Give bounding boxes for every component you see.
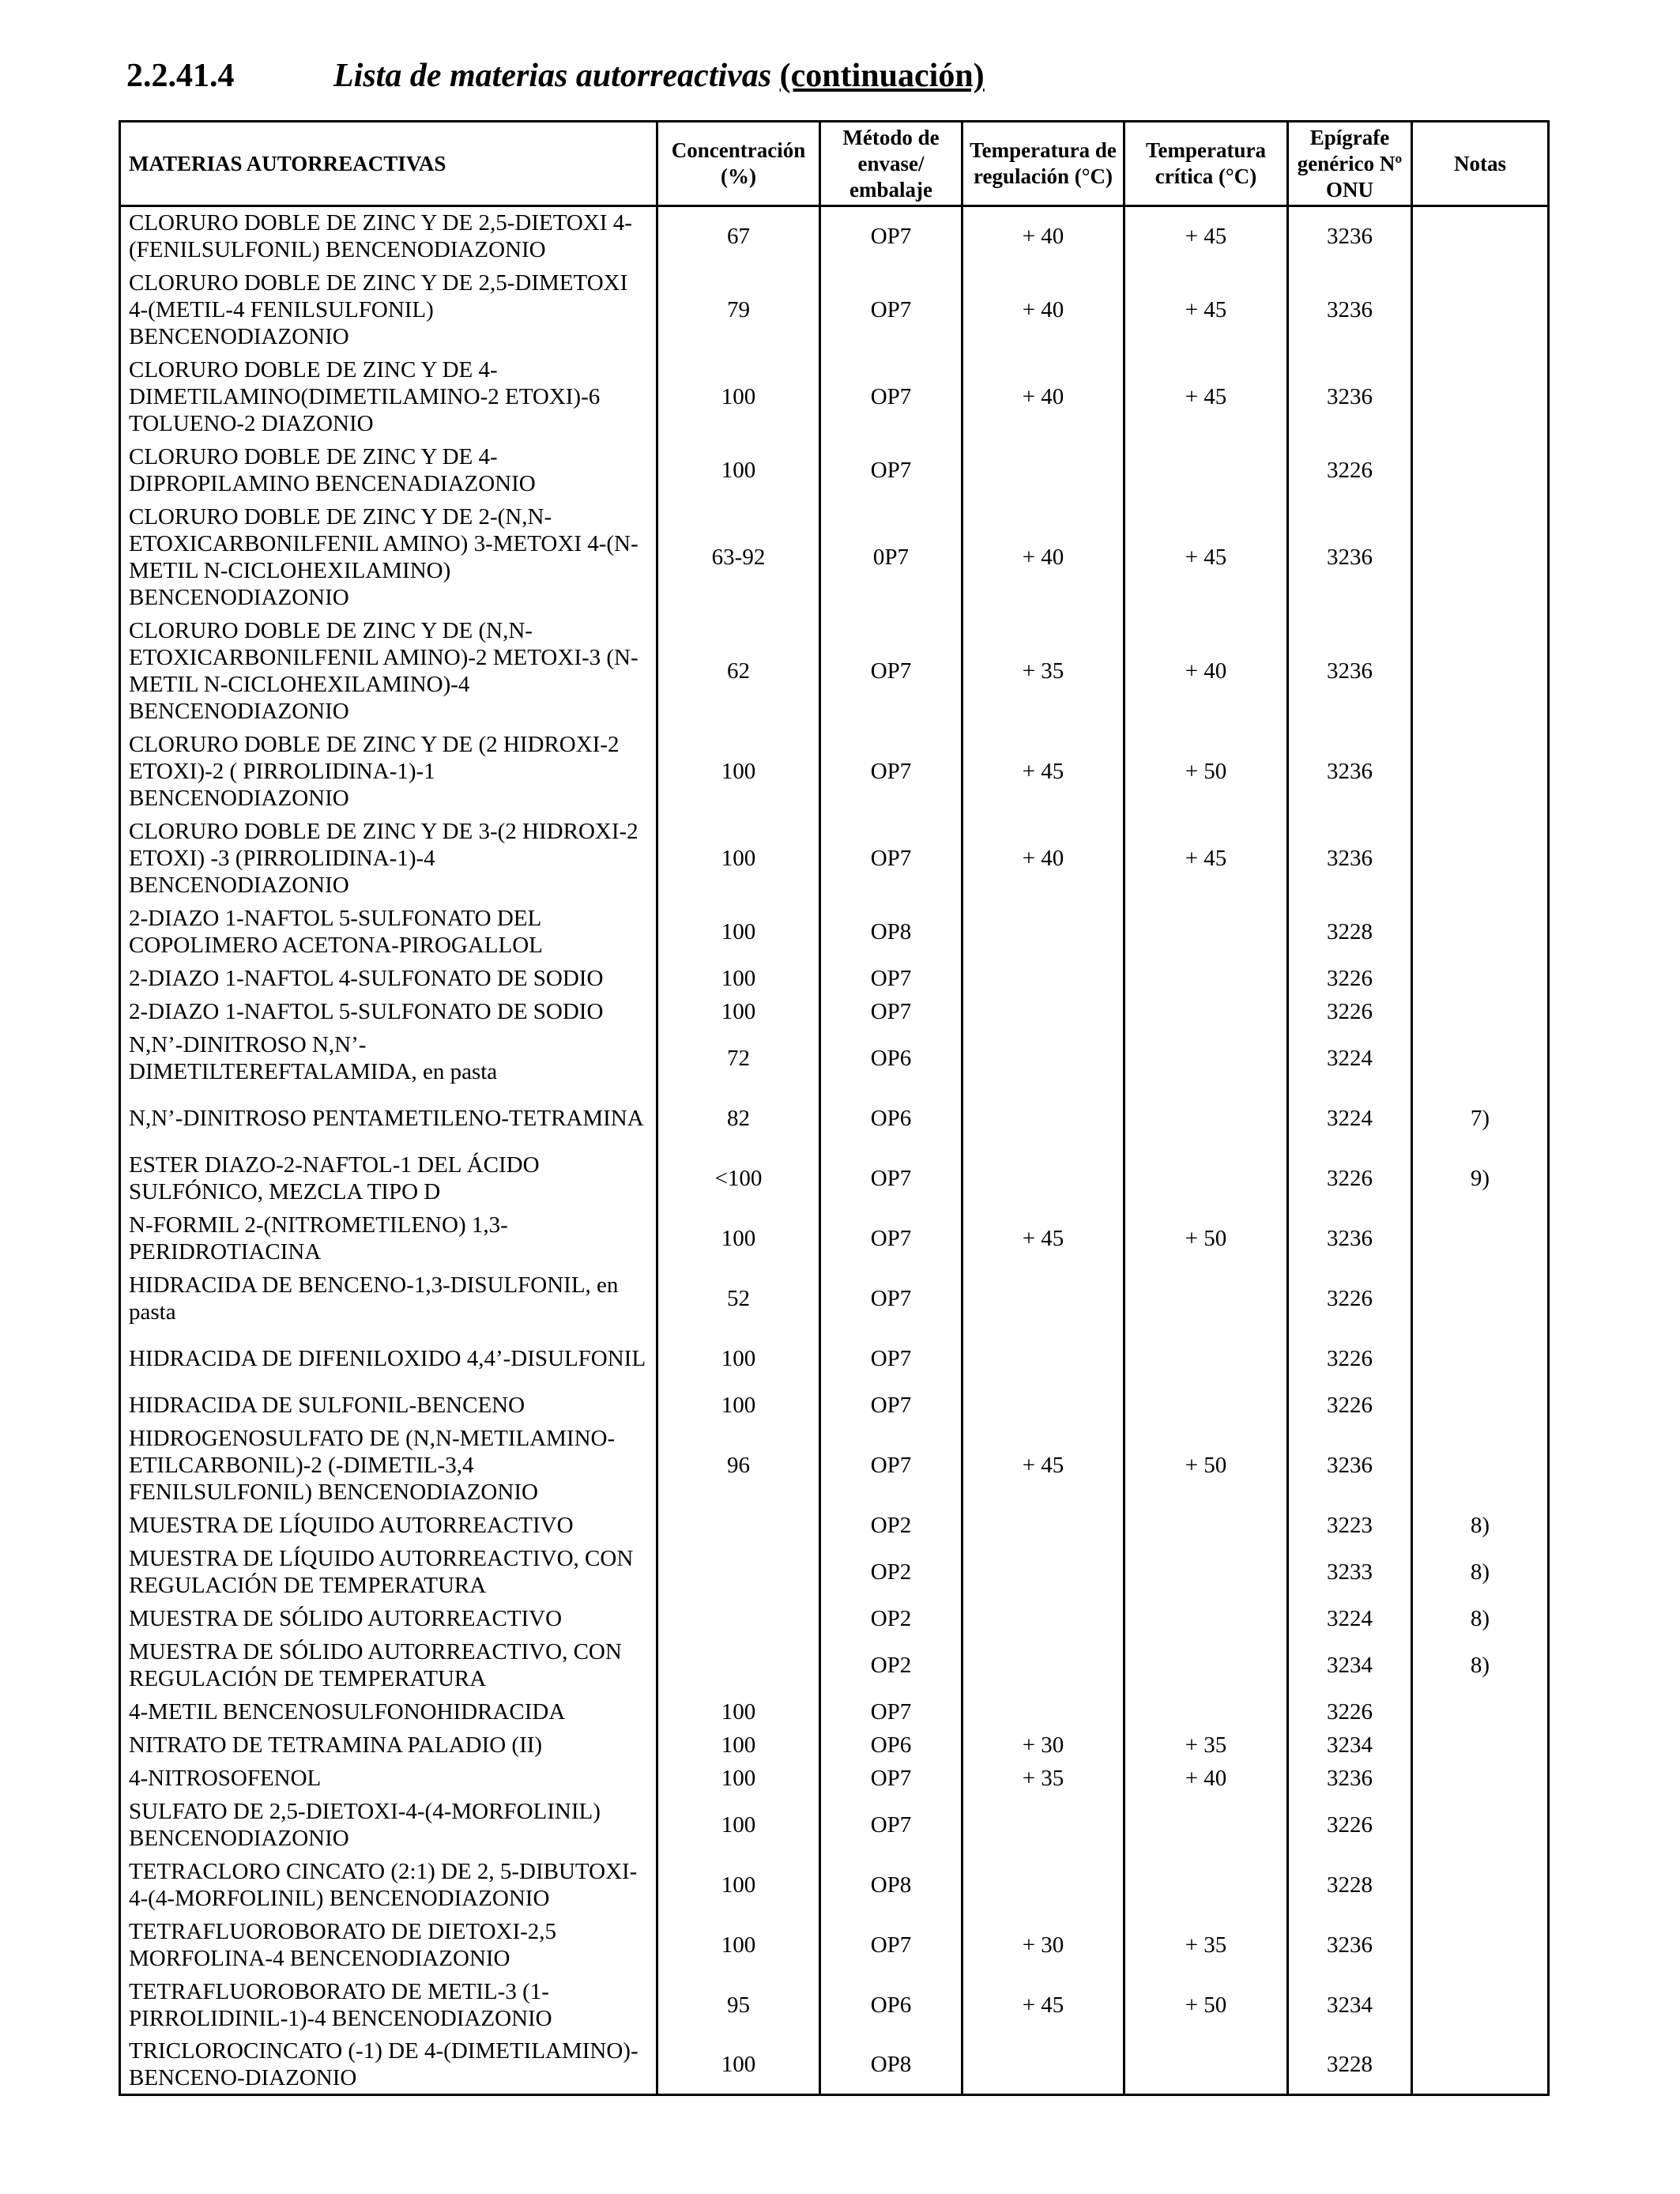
cell-un-number: 3223: [1288, 1509, 1412, 1542]
cell-un-number: 3226: [1288, 1795, 1412, 1855]
header-notes: Notas: [1412, 122, 1549, 206]
cell-name: N,N’-DINITROSO N,N’-DIMETILTEREFTALAMIDA, en pasta: [120, 1028, 657, 1088]
cell-method: OP7: [820, 1795, 962, 1855]
cell-un-number: 3236: [1288, 1208, 1412, 1269]
cell-name: N-FORMIL 2-(NITROMETILENO) 1,3-PERIDROTIACINA: [120, 1208, 657, 1269]
table-row: [120, 902, 1549, 962]
table-row: [120, 1975, 1549, 2035]
cell-concentration: 100: [657, 440, 820, 500]
cell-un-number: 3226: [1288, 1269, 1412, 1329]
cell-critical-temp: [1124, 1695, 1288, 1728]
cell-method: OP7: [820, 1148, 962, 1208]
cell-notes: [1412, 266, 1549, 353]
header-method: Método de envase/ embalaje: [820, 122, 962, 206]
cell-control-temp: [962, 1088, 1124, 1148]
cell-critical-temp: + 45: [1124, 206, 1288, 266]
cell-name: CLORURO DOBLE DE ZINC Y DE 3-(2 HIDROXI-2 ETOXI) -3 (PIRROLIDINA-1)-4 BENCENODIAZONIO: [120, 815, 657, 902]
cell-critical-temp: [1124, 1855, 1288, 1915]
cell-un-number: 3226: [1288, 1695, 1412, 1728]
cell-concentration: 100: [657, 1915, 820, 1975]
table-body: [120, 206, 1549, 2095]
table-row: [120, 728, 1549, 815]
cell-notes: [1412, 902, 1549, 962]
table-row: [120, 206, 1549, 266]
cell-concentration: 100: [657, 728, 820, 815]
cell-concentration: 72: [657, 1028, 820, 1088]
cell-name: 2-DIAZO 1-NAFTOL 4-SULFONATO DE SODIO: [120, 962, 657, 995]
cell-critical-temp: [1124, 902, 1288, 962]
cell-critical-temp: + 45: [1124, 266, 1288, 353]
cell-concentration: [657, 1635, 820, 1695]
table-row: [120, 2035, 1549, 2095]
cell-notes: [1412, 1728, 1549, 1762]
table-row: [120, 995, 1549, 1028]
cell-notes: [1412, 1269, 1549, 1329]
table-row: [120, 1915, 1549, 1975]
cell-critical-temp: [1124, 995, 1288, 1028]
cell-name: 4-METIL BENCENOSULFONOHIDRACIDA: [120, 1695, 657, 1728]
cell-name: TRICLOROCINCATO (-1) DE 4-(DIMETILAMINO)-BENCENO-DIAZONIO: [120, 2035, 657, 2095]
cell-critical-temp: + 40: [1124, 614, 1288, 728]
cell-name: HIDRACIDA DE DIFENILOXIDO 4,4’-DISULFONIL: [120, 1329, 657, 1389]
cell-critical-temp: + 50: [1124, 728, 1288, 815]
cell-un-number: 3236: [1288, 500, 1412, 614]
cell-notes: 8): [1412, 1602, 1549, 1635]
cell-concentration: 52: [657, 1269, 820, 1329]
cell-notes: [1412, 1208, 1549, 1269]
cell-un-number: 3226: [1288, 1389, 1412, 1422]
cell-method: OP7: [820, 353, 962, 440]
table-row: [120, 1088, 1549, 1148]
cell-method: OP8: [820, 1855, 962, 1915]
cell-un-number: 3228: [1288, 2035, 1412, 2095]
table-row: [120, 1762, 1549, 1795]
cell-concentration: 100: [657, 1695, 820, 1728]
cell-name: MUESTRA DE SÓLIDO AUTORREACTIVO, CON REGULACIÓN DE TEMPERATURA: [120, 1635, 657, 1695]
cell-concentration: 79: [657, 266, 820, 353]
table-row: [120, 815, 1549, 902]
cell-critical-temp: [1124, 1635, 1288, 1695]
cell-name: 2-DIAZO 1-NAFTOL 5-SULFONATO DEL COPOLIMERO ACETONA-PIROGALLOL: [120, 902, 657, 962]
cell-critical-temp: + 50: [1124, 1208, 1288, 1269]
cell-control-temp: + 35: [962, 614, 1124, 728]
cell-un-number: 3228: [1288, 1855, 1412, 1915]
cell-control-temp: + 40: [962, 206, 1124, 266]
cell-name: TETRAFLUOROBORATO DE DIETOXI-2,5 MORFOLINA-4 BENCENODIAZONIO: [120, 1915, 657, 1975]
cell-critical-temp: + 45: [1124, 500, 1288, 614]
cell-un-number: 3236: [1288, 728, 1412, 815]
cell-method: OP6: [820, 1728, 962, 1762]
cell-un-number: 3236: [1288, 266, 1412, 353]
cell-un-number: 3226: [1288, 995, 1412, 1028]
cell-notes: 9): [1412, 1148, 1549, 1208]
cell-name: NITRATO DE TETRAMINA PALADIO (II): [120, 1728, 657, 1762]
cell-un-number: 3226: [1288, 1148, 1412, 1208]
cell-notes: [1412, 1329, 1549, 1389]
cell-control-temp: [962, 995, 1124, 1028]
cell-un-number: 3236: [1288, 1422, 1412, 1509]
cell-method: OP6: [820, 1028, 962, 1088]
cell-name: HIDRACIDA DE BENCENO-1,3-DISULFONIL, en pasta: [120, 1269, 657, 1329]
cell-control-temp: + 30: [962, 1728, 1124, 1762]
table-row: [120, 1855, 1549, 1915]
cell-method: OP7: [820, 440, 962, 500]
cell-critical-temp: [1124, 1329, 1288, 1389]
cell-name: TETRACLORO CINCATO (2:1) DE 2, 5-DIBUTOXI-4-(4-MORFOLINIL) BENCENODIAZONIO: [120, 1855, 657, 1915]
cell-concentration: 100: [657, 1329, 820, 1389]
cell-name: MUESTRA DE LÍQUIDO AUTORREACTIVO: [120, 1509, 657, 1542]
cell-concentration: [657, 1602, 820, 1635]
table-row: [120, 1728, 1549, 1762]
cell-critical-temp: + 35: [1124, 1915, 1288, 1975]
table-row: [120, 500, 1549, 614]
cell-notes: [1412, 815, 1549, 902]
cell-name: TETRAFLUOROBORATO DE METIL-3 (1-PIRROLIDINIL-1)-4 BENCENODIAZONIO: [120, 1975, 657, 2035]
cell-concentration: 100: [657, 2035, 820, 2095]
cell-critical-temp: + 50: [1124, 1975, 1288, 2035]
cell-un-number: 3226: [1288, 962, 1412, 995]
cell-notes: [1412, 500, 1549, 614]
cell-notes: [1412, 728, 1549, 815]
cell-control-temp: [962, 1329, 1124, 1389]
cell-critical-temp: [1124, 1509, 1288, 1542]
cell-method: OP7: [820, 728, 962, 815]
cell-un-number: 3228: [1288, 902, 1412, 962]
cell-un-number: 3234: [1288, 1975, 1412, 2035]
cell-critical-temp: + 35: [1124, 1728, 1288, 1762]
table-row: [120, 1389, 1549, 1422]
cell-method: OP7: [820, 266, 962, 353]
cell-control-temp: + 45: [962, 1208, 1124, 1269]
cell-method: OP7: [820, 1422, 962, 1509]
table-row: [120, 1635, 1549, 1695]
cell-concentration: 100: [657, 1795, 820, 1855]
cell-concentration: 63-92: [657, 500, 820, 614]
cell-control-temp: + 35: [962, 1762, 1124, 1795]
table-row: [120, 1509, 1549, 1542]
cell-un-number: 3236: [1288, 206, 1412, 266]
cell-method: OP2: [820, 1635, 962, 1695]
cell-critical-temp: [1124, 1028, 1288, 1088]
cell-method: OP7: [820, 995, 962, 1028]
cell-notes: [1412, 353, 1549, 440]
cell-notes: 8): [1412, 1635, 1549, 1695]
cell-control-temp: [962, 440, 1124, 500]
cell-un-number: 3236: [1288, 1915, 1412, 1975]
header-generic-entry: Epígrafe genérico Nº ONU: [1288, 122, 1412, 206]
cell-method: OP7: [820, 614, 962, 728]
cell-control-temp: [962, 902, 1124, 962]
cell-control-temp: [962, 2035, 1124, 2095]
table-row: [120, 1422, 1549, 1509]
cell-un-number: 3234: [1288, 1635, 1412, 1695]
cell-method: OP6: [820, 1975, 962, 2035]
cell-control-temp: [962, 1269, 1124, 1329]
cell-method: OP7: [820, 1389, 962, 1422]
cell-concentration: 100: [657, 962, 820, 995]
cell-notes: [1412, 1695, 1549, 1728]
cell-concentration: 100: [657, 1762, 820, 1795]
cell-notes: [1412, 962, 1549, 995]
cell-name: N,N’-DINITROSO PENTAMETILENO-TETRAMINA: [120, 1088, 657, 1148]
cell-control-temp: + 40: [962, 500, 1124, 614]
table-row: [120, 266, 1549, 353]
cell-notes: 7): [1412, 1088, 1549, 1148]
cell-critical-temp: [1124, 1389, 1288, 1422]
cell-notes: [1412, 1422, 1549, 1509]
header-critical-temp: Temperatura crítica (°C): [1124, 122, 1288, 206]
cell-method: OP8: [820, 902, 962, 962]
cell-method: OP7: [820, 1762, 962, 1795]
cell-control-temp: [962, 1028, 1124, 1088]
cell-control-temp: [962, 962, 1124, 995]
cell-control-temp: + 40: [962, 353, 1124, 440]
cell-concentration: 100: [657, 1208, 820, 1269]
cell-control-temp: [962, 1635, 1124, 1695]
cell-notes: [1412, 995, 1549, 1028]
cell-critical-temp: [1124, 1269, 1288, 1329]
cell-control-temp: + 30: [962, 1915, 1124, 1975]
cell-control-temp: + 45: [962, 728, 1124, 815]
cell-name: 4-NITROSOFENOL: [120, 1762, 657, 1795]
cell-control-temp: + 40: [962, 266, 1124, 353]
cell-name: HIDRACIDA DE SULFONIL-BENCENO: [120, 1389, 657, 1422]
cell-critical-temp: [1124, 440, 1288, 500]
cell-name: MUESTRA DE LÍQUIDO AUTORREACTIVO, CON REGULACIÓN DE TEMPERATURA: [120, 1542, 657, 1602]
cell-control-temp: + 45: [962, 1975, 1124, 2035]
header-name: MATERIAS AUTORREACTIVAS: [120, 122, 657, 206]
cell-notes: 8): [1412, 1509, 1549, 1542]
cell-un-number: 3236: [1288, 815, 1412, 902]
cell-concentration: 100: [657, 995, 820, 1028]
cell-notes: [1412, 1389, 1549, 1422]
cell-notes: [1412, 1028, 1549, 1088]
cell-notes: 8): [1412, 1542, 1549, 1602]
table-row: [120, 1602, 1549, 1635]
cell-un-number: 3236: [1288, 353, 1412, 440]
table-row: [120, 1208, 1549, 1269]
cell-concentration: 100: [657, 353, 820, 440]
cell-notes: [1412, 206, 1549, 266]
section-continuation: (continuación): [779, 58, 985, 94]
cell-critical-temp: [1124, 962, 1288, 995]
cell-name: CLORURO DOBLE DE ZINC Y DE 4-DIMETILAMINO(DIMETILAMINO-2 ETOXI)-6 TOLUENO-2 DIAZONIO: [120, 353, 657, 440]
cell-concentration: [657, 1509, 820, 1542]
cell-notes: [1412, 1762, 1549, 1795]
cell-control-temp: [962, 1695, 1124, 1728]
cell-name: CLORURO DOBLE DE ZINC Y DE (N,N-ETOXICARBONILFENIL AMINO)-2 METOXI-3 (N-METIL N-CICLOHEXILAMINO)-4 BENCENODIAZONIO: [120, 614, 657, 728]
section-title: [333, 52, 985, 100]
cell-method: OP6: [820, 1088, 962, 1148]
cell-critical-temp: [1124, 1795, 1288, 1855]
cell-method: OP7: [820, 815, 962, 902]
cell-concentration: 100: [657, 1389, 820, 1422]
cell-control-temp: [962, 1389, 1124, 1422]
cell-name: CLORURO DOBLE DE ZINC Y DE 2,5-DIMETOXI 4-(METIL-4 FENILSULFONIL) BENCENODIAZONIO: [120, 266, 657, 353]
table-row: [120, 1542, 1549, 1602]
cell-method: OP8: [820, 2035, 962, 2095]
cell-critical-temp: [1124, 2035, 1288, 2095]
cell-method: OP2: [820, 1542, 962, 1602]
cell-concentration: 67: [657, 206, 820, 266]
cell-control-temp: [962, 1855, 1124, 1915]
cell-critical-temp: + 45: [1124, 353, 1288, 440]
cell-concentration: [657, 1542, 820, 1602]
cell-un-number: 3236: [1288, 1762, 1412, 1795]
cell-critical-temp: + 50: [1124, 1422, 1288, 1509]
cell-critical-temp: [1124, 1602, 1288, 1635]
cell-concentration: 100: [657, 902, 820, 962]
cell-method: OP7: [820, 1329, 962, 1389]
cell-name: HIDROGENOSULFATO DE (N,N-METILAMINO-ETILCARBONIL)-2 (-DIMETIL-3,4 FENILSULFONIL) BENCENODIAZONIO: [120, 1422, 657, 1509]
table-row: [120, 353, 1549, 440]
cell-critical-temp: + 40: [1124, 1762, 1288, 1795]
cell-un-number: 3224: [1288, 1088, 1412, 1148]
cell-method: OP2: [820, 1602, 962, 1635]
table-row: [120, 1795, 1549, 1855]
table-row: [120, 1148, 1549, 1208]
cell-notes: [1412, 2035, 1549, 2095]
table-row: [120, 614, 1549, 728]
cell-name: 2-DIAZO 1-NAFTOL 5-SULFONATO DE SODIO: [120, 995, 657, 1028]
cell-concentration: 82: [657, 1088, 820, 1148]
table-row: [120, 962, 1549, 995]
cell-notes: [1412, 440, 1549, 500]
cell-name: CLORURO DOBLE DE ZINC Y DE (2 HIDROXI-2 ETOXI)-2 ( PIRROLIDINA-1)-1 BENCENODIAZONIO: [120, 728, 657, 815]
cell-notes: [1412, 1975, 1549, 2035]
section-number: 2.2.41.4: [126, 58, 235, 94]
cell-control-temp: [962, 1148, 1124, 1208]
cell-un-number: 3236: [1288, 614, 1412, 728]
cell-control-temp: [962, 1509, 1124, 1542]
cell-notes: [1412, 1795, 1549, 1855]
cell-notes: [1412, 1855, 1549, 1915]
header-control-temp: Temperatura de regulación (°C): [962, 122, 1124, 206]
cell-control-temp: [962, 1542, 1124, 1602]
cell-name: MUESTRA DE SÓLIDO AUTORREACTIVO: [120, 1602, 657, 1635]
cell-control-temp: [962, 1795, 1124, 1855]
cell-method: OP2: [820, 1509, 962, 1542]
cell-concentration: 100: [657, 1855, 820, 1915]
cell-critical-temp: + 45: [1124, 815, 1288, 902]
cell-name: CLORURO DOBLE DE ZINC Y DE 2-(N,N-ETOXICARBONILFENIL AMINO) 3-METOXI 4-(N-METIL N-CICLOHEXILAMINO) BENCENODIAZONIO: [120, 500, 657, 614]
cell-un-number: 3234: [1288, 1728, 1412, 1762]
self-reactive-substances-table: [119, 120, 1550, 2096]
table-row: [120, 1695, 1549, 1728]
cell-concentration: 95: [657, 1975, 820, 2035]
cell-control-temp: [962, 1602, 1124, 1635]
cell-name: CLORURO DOBLE DE ZINC Y DE 2,5-DIETOXI 4-(FENILSULFONIL) BENCENODIAZONIO: [120, 206, 657, 266]
cell-control-temp: + 40: [962, 815, 1124, 902]
cell-method: OP7: [820, 1269, 962, 1329]
cell-concentration: 100: [657, 1728, 820, 1762]
cell-method: OP7: [820, 962, 962, 995]
cell-name: ESTER DIAZO-2-NAFTOL-1 DEL ÁCIDO SULFÓNICO, MEZCLA TIPO D: [120, 1148, 657, 1208]
cell-critical-temp: [1124, 1088, 1288, 1148]
cell-name: CLORURO DOBLE DE ZINC Y DE 4-DIPROPILAMINO BENCENADIAZONIO: [120, 440, 657, 500]
cell-critical-temp: [1124, 1542, 1288, 1602]
cell-notes: [1412, 1915, 1549, 1975]
table-row: [120, 440, 1549, 500]
cell-method: OP7: [820, 1915, 962, 1975]
cell-method: OP7: [820, 206, 962, 266]
cell-method: OP7: [820, 1208, 962, 1269]
cell-concentration: 62: [657, 614, 820, 728]
cell-critical-temp: [1124, 1148, 1288, 1208]
table-row: [120, 1028, 1549, 1088]
cell-concentration: <100: [657, 1148, 820, 1208]
table-header-row: [120, 122, 1549, 206]
cell-concentration: 100: [657, 815, 820, 902]
cell-control-temp: + 45: [962, 1422, 1124, 1509]
cell-un-number: 3226: [1288, 1329, 1412, 1389]
table-row: [120, 1269, 1549, 1329]
cell-method: 0P7: [820, 500, 962, 614]
header-concentration: Concentración (%): [657, 122, 820, 206]
table-row: [120, 1329, 1549, 1389]
cell-un-number: 3233: [1288, 1542, 1412, 1602]
cell-method: OP7: [820, 1695, 962, 1728]
cell-name: SULFATO DE 2,5-DIETOXI-4-(4-MORFOLINIL) BENCENODIAZONIO: [120, 1795, 657, 1855]
cell-notes: [1412, 614, 1549, 728]
cell-un-number: 3226: [1288, 440, 1412, 500]
cell-concentration: 96: [657, 1422, 820, 1509]
section-title-text: Lista de materias autorreactivas: [333, 58, 772, 94]
cell-un-number: 3224: [1288, 1028, 1412, 1088]
cell-un-number: 3224: [1288, 1602, 1412, 1635]
